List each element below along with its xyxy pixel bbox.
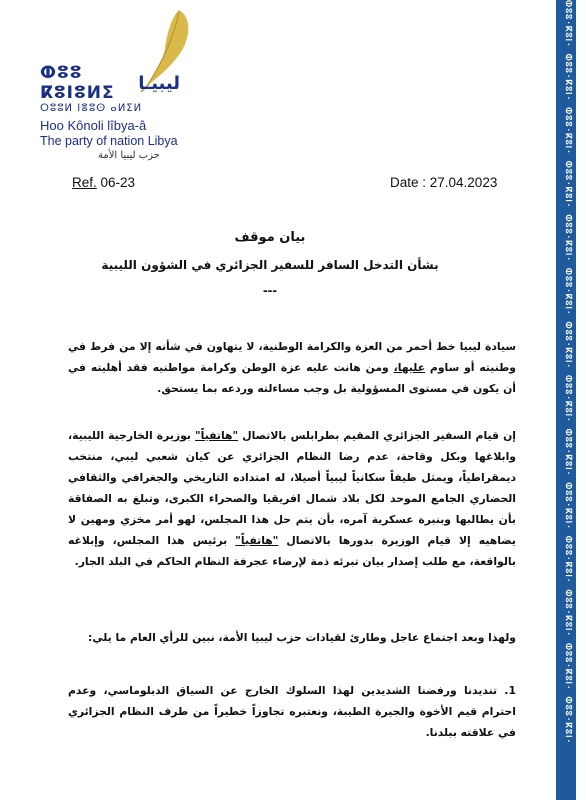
border-pattern: ⵀⵓⵓ·ⴽⵓⵏ· ⵀⵓⵓ·ⴽⵓⵏ· ⵀⵓⵓ·ⴽⵓⵏ· ⵀⵓⵓ·ⴽⵓⵏ· ⵀⵓⵓ·ⴽⵓⵏ· ⵀⵓⵓ·ⴽⵓⵏ· ⵀⵓⵓ·ⴽⵓⵏ· ⵀⵓⵓ·ⴽⵓⵏ· ⵀⵓⵓ·ⴽⵓⵏ· ⵀⵓⵓ·ⴽⵓⵏ· ⵀⵓⵓ·ⴽⵓⵏ· ⵀⵓⵓ·ⴽⵓⵏ· ⵀⵓⵓ·ⴽⵓⵏ· ⵀⵓⵓ·ⴽⵓⵏ· bbox=[564, 0, 573, 745]
decorative-border bbox=[556, 0, 576, 800]
paragraph-text: ومن هانت عليه عزة الوطن وكرامة مواطنيه فقد أهليته في أن يكون في مستوى المسؤولية بل وجب مساءلته وردعه بما يستحق. bbox=[68, 361, 516, 395]
underlined-text: "هاتفياً" bbox=[235, 534, 279, 547]
document-date: Date : 27.04.2023 bbox=[390, 175, 498, 190]
reference-number bbox=[72, 175, 135, 190]
underlined-text: "هاتفياً" bbox=[195, 429, 239, 442]
logo-arabic-name: حزب ليبيا الأمة bbox=[98, 150, 160, 161]
paragraph-text: سيادة ليبيا خط أحمر من العزة والكرامة الوطنية، لا يتهاون في شأنه إلا من فرط في وطنيته أو ساوم bbox=[68, 340, 516, 374]
reference-label: Ref. bbox=[72, 175, 97, 190]
logo-english-name: The party of nation Libya bbox=[40, 134, 178, 148]
paragraph-incident bbox=[68, 425, 516, 572]
document-subtitle: بشأن التدخل السافر للسفير الجزائري في الشؤون الليبية bbox=[101, 258, 439, 272]
underlined-text: عليها، bbox=[393, 361, 426, 374]
paragraph-statement-intro: ولهذا وبعد اجتماع عاجل وطارئ لقيادات حزب ليبيا الأمة، نبين للرأي العام ما يلي: bbox=[88, 631, 516, 644]
logo-tifinagh-subtitle: ⵔⵓⵓⵍ ⵏⴻⵓⵙ ⴰⵍⵉⵍ bbox=[40, 103, 143, 114]
paragraph-text: إن قيام السفير الجزائري المقيم بطرابلس بالاتصال bbox=[238, 429, 516, 442]
document-title: بيان موقف bbox=[234, 230, 306, 245]
paragraph-text: برئيس هذا المجلس، وإبلاغه بالواقعة، مع طلب إصدار بيان تبرئه ذمة لإرضاء عجرفة النظام الحاكم في البلد الجار. bbox=[68, 534, 516, 568]
logo-wordmark bbox=[40, 63, 180, 103]
party-logo bbox=[40, 8, 190, 168]
paragraph-text: بوزيرة الخارجية الليبية، وابلاغها وبكل وقاحة، عدم رضا النظام الجزائري عن كيان شعبي ليبي، منتخب ديمقراطياً، ويمثل طيفاً سكانياً ليبياً أصيلا، له امتداده التاريخي والجغرافي والثقافي الحضاري الجامع الموحد لكل بلاد شمال افريقيا والصحراء الكبرى، وتبلغ به الصفاقة بأن يطالبها وبنبرة عسكرية آمره، بأن يتم حل هذا المجلس، لهو أمر مخزي ومهين لا يضاهيه إلا قيام الوزيرة بدورها بالاتصال bbox=[68, 429, 516, 547]
logo-tifinagh: ⵀⵓⵓ ⴽⵓⵏⵓⵍⵉ bbox=[40, 63, 115, 103]
paragraph-point-1: 1. تنديدنا ورفضنا الشديدين لهذا السلوك الخارج عن السياق الدبلوماسي، وعدم احترام قيم الأخوة والجيرة الطيبة، ونعتبره تجاوزاً خطيراً من طرف النظام الجزائري في علاقته ببلدنا. bbox=[68, 684, 516, 739]
logo-arabic: ليبيـا bbox=[138, 72, 180, 94]
separator: --- bbox=[263, 282, 277, 298]
logo-latin-name: Hoo Kônoli lîbya-â bbox=[40, 118, 147, 133]
paragraph-sovereignty bbox=[68, 336, 516, 399]
reference-value: 06-23 bbox=[96, 175, 136, 190]
